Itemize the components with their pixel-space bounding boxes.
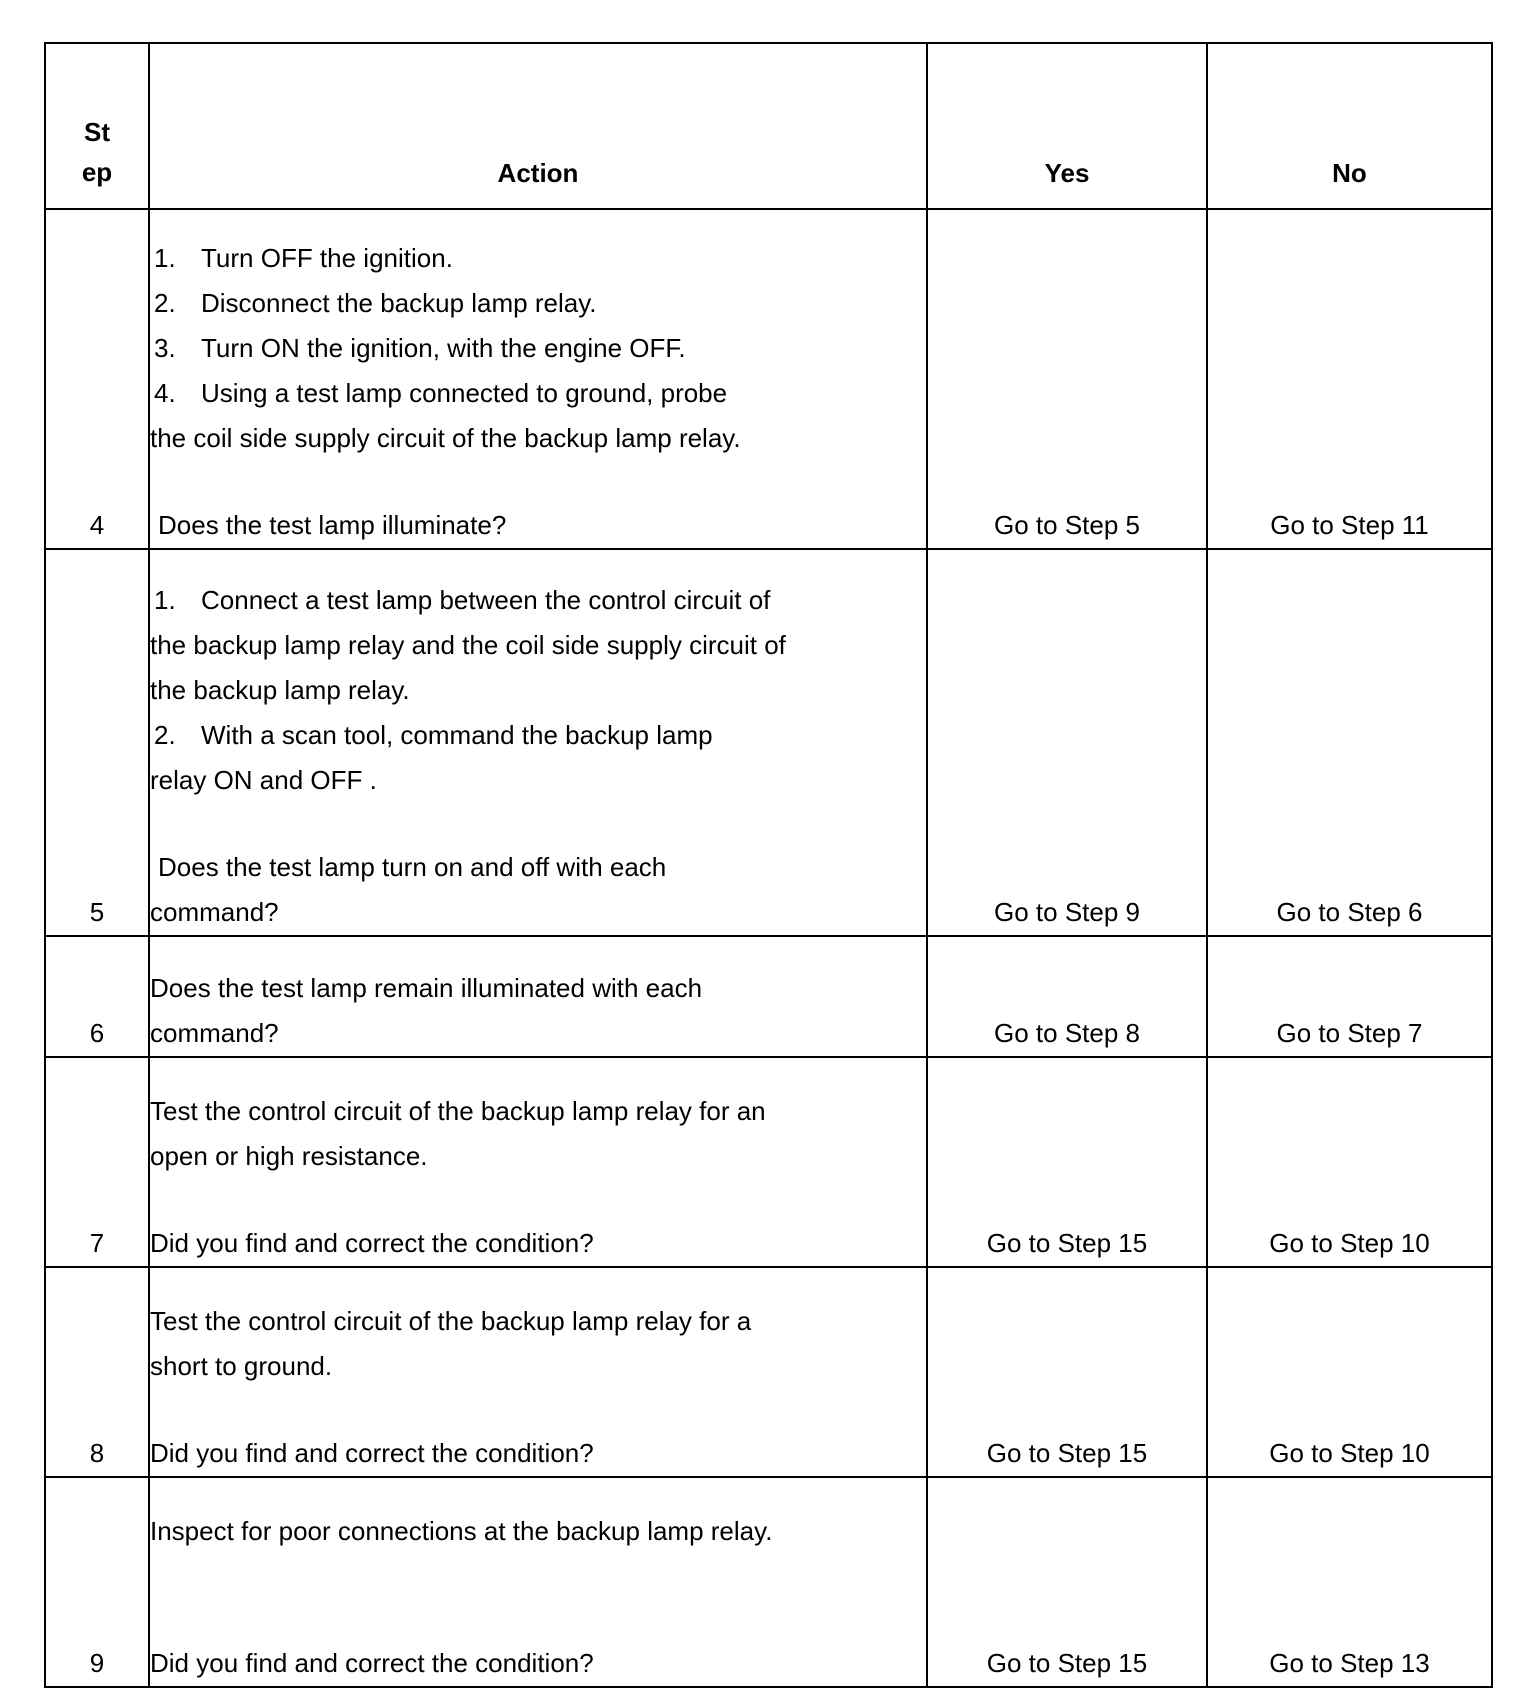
action-text: relay ON and OFF . (150, 765, 377, 795)
action-text: the backup lamp relay. (150, 675, 410, 705)
action-cell (149, 936, 927, 1057)
step-number: 5 (45, 549, 149, 936)
table-row (45, 1057, 1492, 1267)
no-cell: Go to Step 10 (1207, 1267, 1492, 1477)
action-text: the coil side supply circuit of the backup lamp relay. (150, 423, 741, 453)
action-cell (149, 1477, 927, 1687)
header-step-line1: St (84, 117, 110, 147)
header-step-line2: ep (81, 157, 113, 187)
action-text: Does the test lamp remain illuminated with each (150, 973, 703, 1003)
action-text: the backup lamp relay and the coil side supply circuit of (150, 630, 786, 660)
step-number: 8 (45, 1267, 149, 1477)
action-text: Inspect for poor connections at the backup lamp relay. (150, 1516, 773, 1546)
action-text: command? (150, 1018, 279, 1048)
question-text: Does the test lamp turn on and off with each (158, 852, 667, 882)
yes-cell: Go to Step 15 (927, 1267, 1207, 1477)
action-cell (149, 549, 927, 936)
action-text: short to ground. (150, 1351, 333, 1381)
yes-cell: Go to Step 5 (927, 209, 1207, 549)
header-action: Action (149, 43, 927, 209)
action-cell (149, 209, 927, 549)
table-row (45, 1267, 1492, 1477)
action-cell (149, 1267, 927, 1477)
question-text: Did you find and correct the condition? (150, 1648, 594, 1678)
step-number: 9 (45, 1477, 149, 1687)
action-text: Test the control circuit of the backup lamp relay for a (150, 1306, 752, 1336)
header-yes: Yes (927, 43, 1207, 209)
question-text: Did you find and correct the condition? (150, 1228, 594, 1258)
table-row (45, 936, 1492, 1057)
yes-cell: Go to Step 15 (927, 1477, 1207, 1687)
list-item: 1. Connect a test lamp between the control circuit of (154, 585, 771, 615)
action-cell (149, 1057, 927, 1267)
list-item: 1. Turn OFF the ignition. (154, 243, 453, 273)
step-number: 6 (45, 936, 149, 1057)
no-cell: Go to Step 13 (1207, 1477, 1492, 1687)
header-step (45, 43, 149, 209)
action-text: open or high resistance. (150, 1141, 428, 1171)
yes-cell: Go to Step 15 (927, 1057, 1207, 1267)
list-item: 2. With a scan tool, command the backup lamp (154, 720, 713, 750)
table-row (45, 549, 1492, 936)
table-header-row (45, 43, 1492, 209)
table-row (45, 1477, 1492, 1687)
no-cell: Go to Step 10 (1207, 1057, 1492, 1267)
no-cell: Go to Step 6 (1207, 549, 1492, 936)
header-no: No (1207, 43, 1492, 209)
question-text: command? (150, 897, 279, 927)
yes-cell: Go to Step 8 (927, 936, 1207, 1057)
step-number: 4 (45, 209, 149, 549)
question-text: Did you find and correct the condition? (150, 1438, 594, 1468)
yes-cell: Go to Step 9 (927, 549, 1207, 936)
question-text: Does the test lamp illuminate? (158, 510, 507, 540)
no-cell: Go to Step 11 (1207, 209, 1492, 549)
diagnostic-table (44, 42, 1493, 1688)
table-row (45, 209, 1492, 549)
list-item: 4. Using a test lamp connected to ground, probe (154, 378, 728, 408)
list-item: 3. Turn ON the ignition, with the engine OFF. (154, 333, 686, 363)
no-cell: Go to Step 7 (1207, 936, 1492, 1057)
step-number: 7 (45, 1057, 149, 1267)
action-text: Test the control circuit of the backup lamp relay for an (150, 1096, 766, 1126)
list-item: 2. Disconnect the backup lamp relay. (154, 288, 597, 318)
